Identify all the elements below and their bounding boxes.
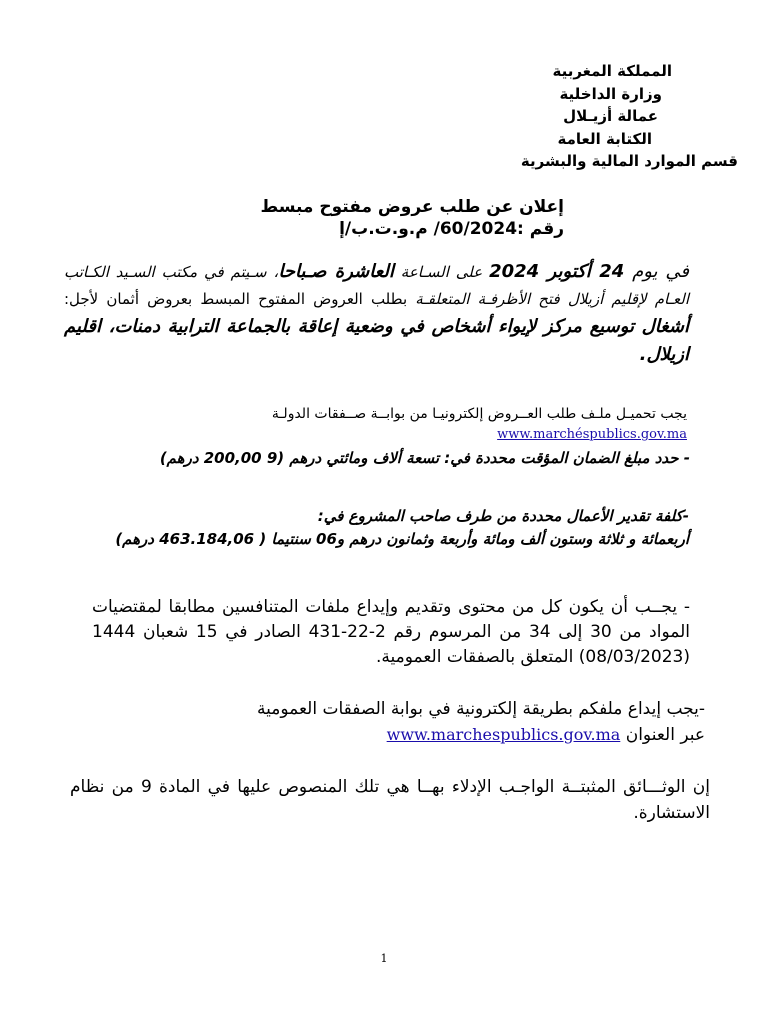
letterhead-kingdom: المملكة المغربية — [552, 62, 672, 80]
title-line: إعلان عن طلب عروض مفتوح مبسط — [260, 197, 564, 217]
submission-link[interactable]: www.marchespublics.gov.ma — [386, 725, 621, 744]
guarantee-paragraph — [50, 446, 690, 470]
compliance-paragraph: - يجــب أن يكون كل من محتوى وتقديم وإيداع ملفات المتنافسين مطابقا لمقتضيات المواد من 30 إلى 34 من المرسوم رقم 2-22-431 الصادر في 15 شعبان 1444 (08/03/2023) المتعلق بالصفقات العمومية. — [92, 597, 690, 667]
submission-paragraph — [92, 697, 705, 748]
guarantee-text: - حدد مبلغ الضمان المؤقت محددة في: — [439, 449, 690, 467]
letterhead-secretariat: الكتابة العامة — [557, 129, 652, 148]
letterhead — [438, 60, 738, 173]
project-subject: أشغال توسيع مركز لإيواء أشخاص في وضعية إعاقة بالجماعة الترابية دمنات، اقليم ازيلال. — [64, 316, 689, 365]
letterhead-division: قسم الموارد المالية والبشرية — [520, 152, 738, 170]
opening-text: في يوم — [624, 261, 689, 282]
opening-text: على السـاعة — [393, 263, 490, 281]
estimate-label: -كلفة تقدير الأعمال محددة من طرف صاحب المشروع في: — [317, 507, 689, 525]
opening-text: بطلب العروض المفتوح المبسط بعروض أثمان لأجل: — [64, 290, 408, 308]
opening-time: العاشرة صـباحا — [278, 261, 394, 282]
opening-date: 24 أكتوبر 2024 — [489, 261, 625, 282]
opening-text: ، سـيتم في مكتب السـيد الكـاتب العـام لإقليم أزيلال فتح الأظرفـة المتعلقـة — [64, 263, 689, 308]
submission-text: عبر العنوان — [620, 725, 705, 745]
reference-number: رقم :60/2024/ م.و.ت.ب/إ — [339, 219, 564, 239]
estimate-amount: أربعمائة و ثلاثة وستون ألف ومائة وأربعة وثمانون درهم و06 سنتيما ( 463.184,06 درهم) — [115, 530, 689, 548]
letterhead-prefecture: عمالة أزيـلال — [563, 107, 658, 125]
download-paragraph — [70, 404, 687, 445]
portal-link[interactable]: www.marchéspublics.gov.ma — [497, 427, 687, 442]
guarantee-amount: تسعة ألاف ومائتي درهم (9 200,00 درهم) — [159, 449, 440, 467]
opening-paragraph — [64, 258, 689, 369]
documents-paragraph: إن الوثـــائق المثبتــة الواجـب الإدلاء بهــا هي تلك المنصوص عليها في المادة 9 من نظام الاستشارة. — [70, 777, 710, 823]
letterhead-ministry: وزارة الداخلية — [559, 84, 662, 103]
estimate-paragraph — [66, 505, 689, 551]
submission-text: -يجب إيداع ملفكم بطريقة إلكترونية في بوابة الصفقات العمومية — [256, 699, 705, 719]
page-number: 1 — [380, 952, 388, 965]
announcement-title — [100, 196, 564, 240]
download-text: يجب تحميـل ملـف طلب العــروض إلكترونيـا من بوابــة صــفقات الدولـة — [271, 406, 687, 422]
